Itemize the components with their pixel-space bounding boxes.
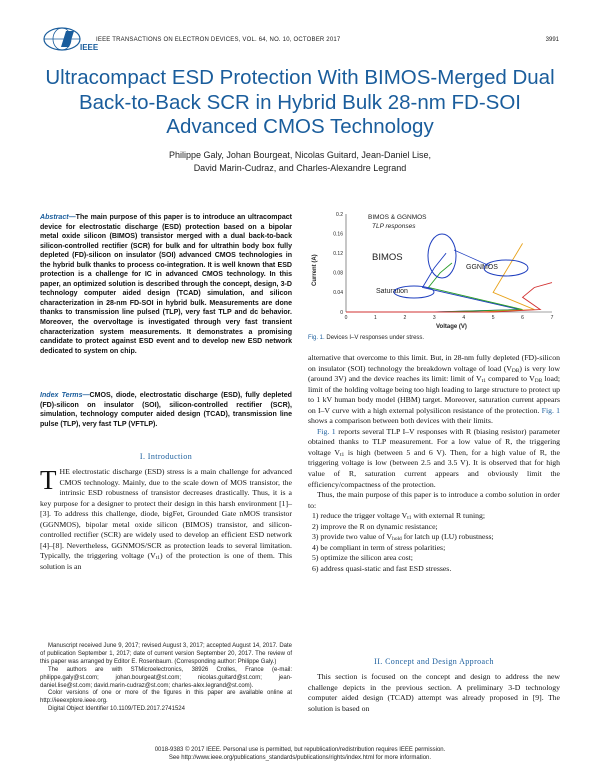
author-line-1: Philippe Galy, Johan Bourgeat, Nicolas Guitard, Jean-Daniel Lise, [169, 150, 431, 160]
dropcap: T [40, 465, 57, 495]
index-terms-label: Index Terms [40, 392, 83, 399]
page-number: 3991 [545, 37, 559, 43]
list-item: 2) improve the R on dynamic resistance; [312, 521, 438, 531]
legend-line-2: TLP responses [372, 223, 416, 230]
right-para-1: alternative that overcome to this limit. But, in 28-nm fully depleted (FD)-silicon on insulator (SOI) technology the breakdown voltage of load $(V_{DB})$ is very low (around 3V) and the device reaches its limit: limit of $V_{t1}$ compared to $V_{DB}$ load; limit of the holding voltage being too high leading to large structure to protect up to 1 kV human body model (HBM) target. Moreover, saturation current appears on I–V curve with a high external polysilicon resistance of the protection. Fig. 1 shows a comparison between both devices with their limits. [308, 353, 561, 426]
author-line-2: David Marin-Cudraz, and Charles-Alexandre Legrand [193, 162, 407, 173]
section-2-text [308, 672, 560, 714]
right-column-text [308, 353, 560, 574]
footnote-1: Manuscript received June 9, 2017; revised August 3, 2017; accepted August 14, 2017. Date of publication September 1, 2017; date of current version September 20, 2017. The review of this paper was arranged by Editor E. Rosenbaum. (Corresponding author: Philippe Galy.) [40, 643, 292, 665]
y-tick-label: 0.16 [333, 231, 343, 238]
x-tick-label: 2 [403, 315, 407, 321]
label-bimos: BIMOS [372, 252, 403, 263]
y-tick-label: 0.08 [333, 270, 343, 277]
index-terms: Index Terms—CMOS, diode, electrostatic discharge (ESD), fully depleted (FD)-silicon on insulator (SOI), silicon-controlled rectifier (SCR), simulation, technology computer aided design (TCAD), transmission line pulse (TLP), very fast TLP (VFTLP). [40, 392, 292, 428]
footnote-2: The authors are with STMicroelectronics, 38926 Crolles, France (e-mail: philippe.galy@st.com; johan.bourgeat@st.com; nicolas.guitard@st.com; jean-daniel.lise@st.com; david.marin-cudraz@st.com; charles-alex.legrand@st.com). [40, 666, 292, 689]
intro-body: HE electrostatic discharge (ESD) stress is a main challenge for advanced CMOS technology. Mainly, due to the scale down of MOS transistor, the intrinsic ESD robustness of transistor decreases drastically. Thus, it is a key purpose for a designer to protect their design in this harsh environment [1]–[3]. To address this challenge, diode, bigFet, Grounded Gate nMOS transistor (GGNMOS), bipolar metal oxide silicon (BIMOS) transistor, and silicon-controlled rectifier (SCR) are widely used to develop an efficient ESD network [4]–[8]. Nevertheless, GGNMOS/SCR as protection leads to several limitation. Typically, the triggering voltage (V [40, 467, 292, 561]
section-2-para: This section is focused on the concept and design to address the new challenge depicts in the previous section. A preliminary 3-D technology computer aided design (TCAD) attempt was already proposed in [9]. The solution is based on [308, 672, 560, 713]
x-tick-label: 4 [462, 315, 466, 321]
x-tick-label: 7 [550, 315, 554, 321]
y-tick-label: 0.12 [333, 251, 343, 257]
footnotes [40, 643, 292, 714]
figure-1-chart [306, 206, 562, 330]
list-item: 4) be compliant in term of stress polarities; [312, 542, 446, 552]
footnote-3: Color versions of one or more of the figures in this paper are available online at http://ieeexplore.ieee.org. [40, 690, 292, 705]
footer-line-2: See http://www.ieee.org/publications_standards/publications/rights/index.html for more information. [168, 755, 432, 761]
footnote-4: Digital Object Identifier 10.1109/TED.2017.2741524 [48, 706, 185, 713]
label-saturation: Saturation [376, 288, 408, 295]
footer-line-1: 0018-9383 © 2017 IEEE. Personal use is permitted, but republication/redistribution requires IEEE permission. [154, 747, 446, 753]
y-tick-label: 0.04 [333, 290, 343, 297]
section-heading-introduction: I. Introduction [139, 452, 193, 461]
list-item: 6) address quasi-static and fast ESD stresses. [312, 563, 452, 573]
figure-1-caption-text: Devices I–V responses under stress. [326, 335, 425, 341]
list-item: 3) provide two value of $V_{hold}$ for latch up (LU) robustness; [312, 532, 494, 543]
right-para-2: Fig. 1 reports several TLP I–V responses with R (biasing resistor) parameter obtained thanks to TLP measurement. For a low value of R, the triggering voltage $V_{t1}$ is high (between 5 and 6 V). Then, for a high value of R, the triggering voltage is low (between 2.5 and 3.5 V). It is observed that for high value of R, saturation current appears and obviously limit the efficiency/compactness of the protection. [308, 426, 561, 489]
x-tick-label: 1 [374, 315, 377, 321]
figure-1-label: Fig. 1. [308, 335, 325, 341]
ieee-logo [42, 25, 99, 53]
x-tick-label: 5 [491, 315, 495, 321]
abstract-label: Abstract [40, 214, 69, 221]
logo-text: IEEE [80, 43, 99, 52]
list-item: 5) optimize the silicon area cost; [312, 553, 413, 563]
fig1-link[interactable]: Fig. 1 [541, 405, 561, 415]
y-tick-label: 0.2 [336, 211, 343, 218]
journal-header: IEEE TRANSACTIONS ON ELECTRON DEVICES, VOL. 64, NO. 10, OCTOBER 2017 [96, 37, 341, 43]
legend-line-1: BIMOS & GGNMOS [368, 214, 427, 221]
section-heading-concept: II. Concept and Design Approach [374, 657, 494, 666]
right-para-3: Thus, the main purpose of this paper is to introduce a combo solution in order to: [308, 490, 560, 510]
x-tick-label: 0 [344, 315, 348, 321]
intro-tail: ) of the protection is one of them. This solution is an [40, 551, 293, 571]
x-axis-title: Voltage (V) [436, 324, 467, 330]
index-terms-text: CMOS, diode, electrostatic discharge (ESD), fully depleted (FD)-silicon on insulator (SOI), silicon-controlled rectifier (SCR), simulation, technology computer aided design (TCAD), transmission line pulse (TLP), very fast TLP (VFTLP). [40, 392, 292, 428]
series-line [346, 283, 552, 312]
list-item: 1) reduce the trigger voltage $V_{t1}$ with external R tuning; [312, 511, 486, 522]
intro-sub: t1 [155, 555, 160, 562]
author-list [60, 149, 540, 174]
abstract: Abstract—The main purpose of this paper is to introduce an ultracompact device for electrostatic discharge (ESD) protection based on a bipolar metal oxide silicon (BIMOS) transistor merged with a dual back-to-back silicon-controlled rectifier (SCR) for bulk and for ultrathin body box fully depleted (FD)-silicon on insulator (SOI) advanced CMOS technologies in the hybrid bulk thanks to process co-integration. It is well known that ESD protection is a challenge for IC in advanced CMOS technology. In this paper, an optimized solution is described through the concept, design, 3-D technology computer aided design (TCAD) simulation, and silicon characterization in 28-nm FD-SOI in hybrid bulk. Measurements are done thanks to transmission line pulsed (TLP), very fast TLP and dc behavior. Moreover, the overvoltage is investigated through very fast transient characterization system measurements. It demonstrates a promising candidate to protect against ESD event and to develop new ESD network dedicated to system on chip. [40, 214, 292, 355]
y-axis-title: Current (A) [312, 254, 318, 286]
x-tick-label: 6 [521, 315, 524, 321]
fig1-link-2[interactable]: Fig. 1 [317, 426, 336, 436]
copyright-footer [40, 746, 560, 762]
x-tick-label: 3 [432, 315, 436, 321]
objective-list [308, 511, 560, 574]
abstract-text: The main purpose of this paper is to introduce an ultracompact device for electrostatic discharge (ESD) protection based on a bipolar metal oxide silicon (BIMOS) transistor merged with a dual back-to-back silicon-controlled rectifier (SCR) for bulk and for ultrathin body box fully depleted (FD)-silicon on insulator (SOI) advanced CMOS technologies in the hybrid bulk thanks to process co-integration. It is well known that ESD protection is a challenge for IC in advanced CMOS technology. In this paper, an optimized solution is described through the concept, design, 3-D technology computer aided design (TCAD) simulation, and silicon characterization in 28-nm FD-SOI in hybrid bulk. Measurements are done thanks to transmission line pulsed (TLP), very fast TLP and dc behavior. Moreover, the overvoltage is investigated through very fast transient characterization system measurements. It demonstrates a promising candidate to protect against ESD event and to develop new ESD network dedicated to system on chip. [40, 214, 292, 355]
paper-title: Ultracompact ESD Protection With BIMOS-Merged Dual Back-to-Back SCR in Hybrid Bulk 28-nm FD-SOI Advanced CMOS Technology [45, 66, 555, 138]
introduction-text [40, 467, 292, 572]
label-ggnmos: GGNMOS [466, 264, 498, 271]
y-tick-label: 0 [340, 309, 343, 316]
figure-1-caption [308, 335, 424, 341]
